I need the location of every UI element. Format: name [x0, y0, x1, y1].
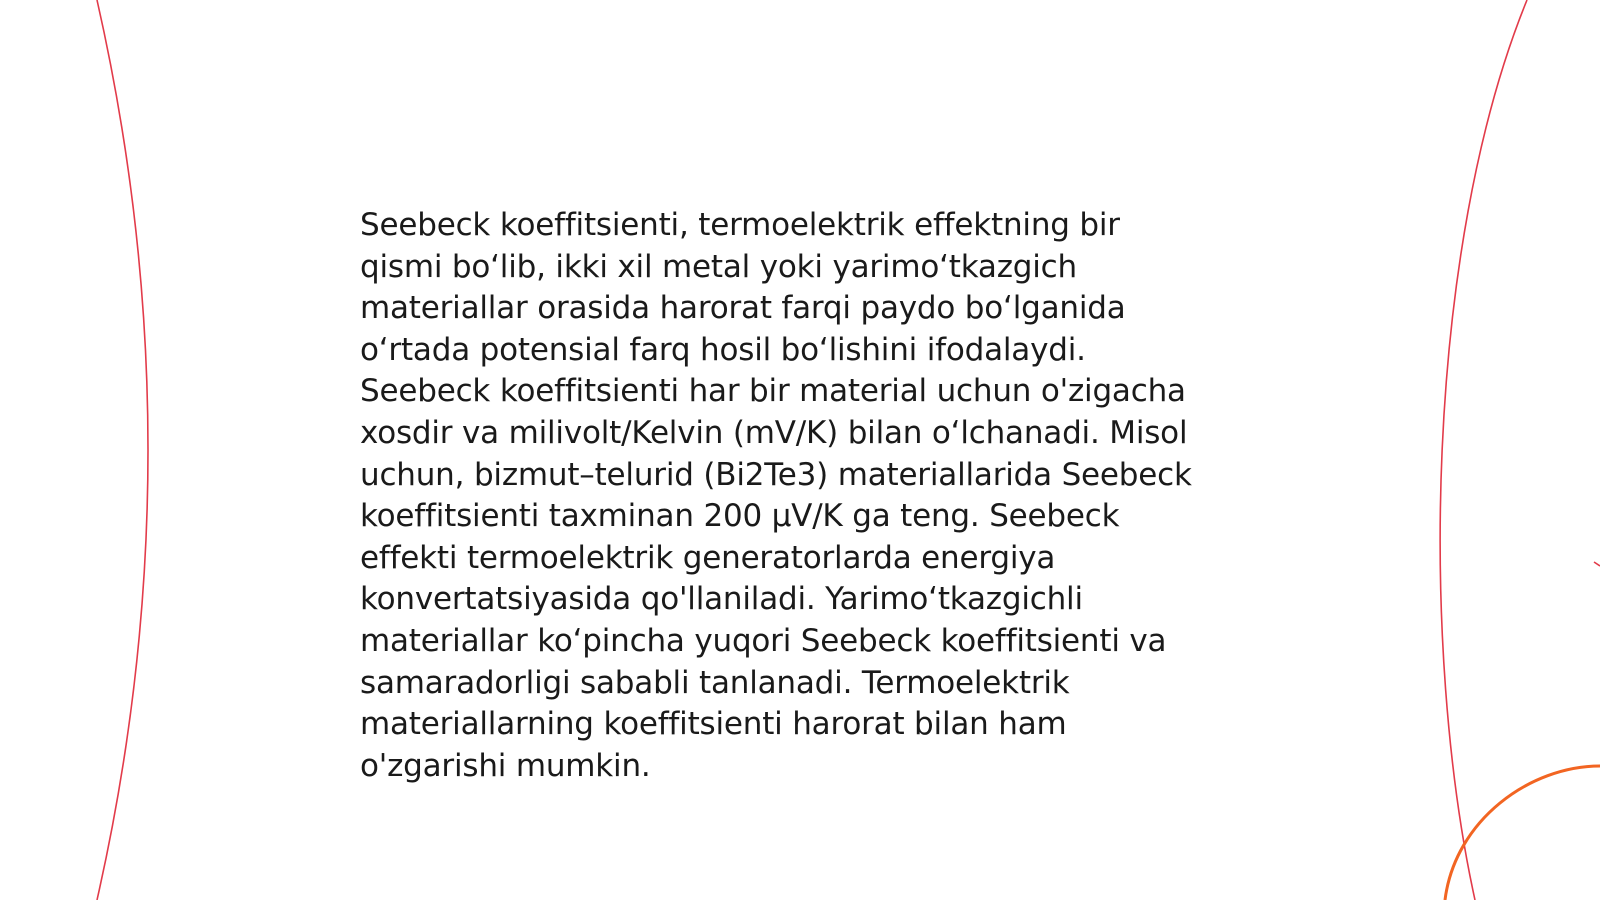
edge-tick — [1594, 562, 1600, 566]
left-curve — [97, 0, 148, 900]
right-curve — [1440, 0, 1527, 900]
corner-arc — [1445, 766, 1600, 900]
body-paragraph: Seebeck koeffitsienti, termoelektrik effektning bir qismi bo‘lib, ikki xil metal yoki yarimo‘tkazgich materiallar orasida harorat farqi paydo bo‘lganida o‘rtada potensial farq hosil bo‘lishini ifodalaydi. Seebeck koeffitsienti har bir material uchun o'zigacha xosdir va milivolt/Kelvin (mV/K) bilan o‘lchanadi. Misol uchun, bizmut–telurid (Bi2Te3) materiallarida Seebeck koeffitsienti taxminan 200 μV/K ga teng. Seebeck effekti termoelektrik generatorlarda energiya konvertatsiyasida qo'llaniladi. Yarimo‘tkazgichli materiallar ko‘pincha yuqori Seebeck koeffitsienti va samaradorligi sababli tanlanadi. Termoelektrik materiallarning koeffitsienti harorat bilan ham o'zgarishi mumkin. — [360, 207, 1192, 784]
